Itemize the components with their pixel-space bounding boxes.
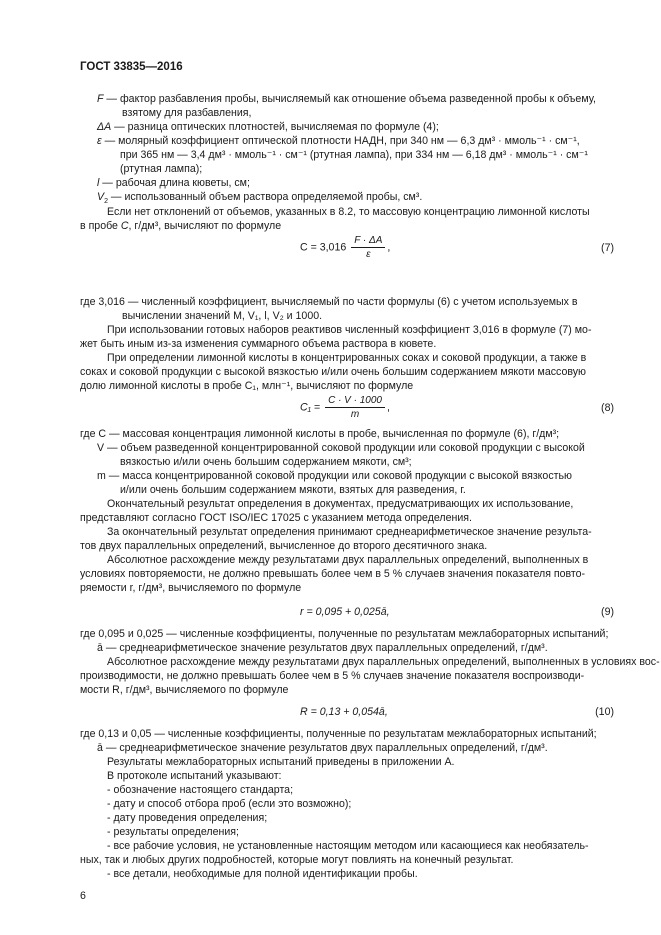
protocol-item: - результаты определения; — [107, 826, 239, 838]
def-F-cont: взятому для разбавления, — [122, 107, 252, 119]
where8-V-line2: вязкостью и/или очень большим содержанием мякоти, см³; — [120, 456, 412, 468]
def-F-text: — фактор разбавления пробы, вычисляемый как отношение объема разведенной пробы к объему, — [103, 93, 596, 105]
where8-m-line1: m — масса концентрированной соковой продукции или соковой продукции с высокой вязкостью — [97, 470, 572, 482]
para3-line1: При определении лимонной кислоты в концентрированных соках и соковой продукции, а также в — [107, 352, 587, 364]
para2-line1: При использовании готовых наборов реактивов численный коэффициент 3,016 в формуле (7) мо- — [107, 324, 592, 336]
eq7-numerator: F · ΔA — [351, 235, 385, 248]
where8-m-line2: и/или очень большим содержанием мякоти, взятых для разведения, г. — [120, 484, 466, 496]
eq7-fraction — [351, 235, 385, 260]
para6-line2: условиях повторяемости, не должно превышать более чем в 5 % случаев значения показателя повто- — [80, 568, 586, 580]
eq8-fraction — [325, 395, 385, 420]
eq8-numerator: C · V · 1000 — [325, 395, 385, 408]
para7-line3: мости R, г/дм³, вычисляемого по формуле — [80, 684, 289, 696]
document-header: ГОСТ 33835—2016 — [80, 61, 183, 73]
para4-line1: Окончательный результат определения в документах, предусматривающих их использование, — [107, 498, 574, 510]
para1-line2-a: в пробе — [80, 220, 121, 232]
where7-line1: где 3,016 — численный коэффициент, вычисляемый по части формулы (6) с учетом используемых в — [80, 296, 578, 308]
protocol-item-cont: ных, так и любых других подробностей, которые могут повлиять на конечный результат. — [80, 854, 514, 866]
where9-line1: где 0,095 и 0,025 — численные коэффициенты, полученные по результатам межлабораторных испытаний; — [80, 628, 609, 640]
eq7-label: (7) — [601, 242, 614, 254]
para3-line3: долю лимонной кислоты в пробе C₁, млн⁻¹, вычисляют по формуле — [80, 380, 414, 392]
eq8-denominator: m — [350, 409, 360, 420]
eq7-denominator: ε — [366, 249, 371, 260]
def-dA-text: — разница оптических плотностей, вычисляемая по формуле (4); — [111, 121, 439, 133]
eq8-tail: , — [387, 401, 390, 414]
protocol-item: - все рабочие условия, не установленные настоящим методом или касающиеся как необязатель- — [107, 840, 589, 852]
def-V2-text: — использованный объем раствора определяемой пробы, см³. — [107, 191, 423, 203]
def-eps-text: — молярный коэффициент оптической плотности НАДН, при 340 нм — 6,3 дм³ · ммоль⁻¹ · см⁻¹, — [101, 135, 580, 147]
def-F — [97, 92, 596, 106]
def-l — [97, 176, 250, 190]
para1-line2 — [80, 219, 281, 233]
symbol-V-sub: 2 — [104, 198, 108, 206]
where7-line2: вычислении значений M, V₁, l, V₂ и 1000. — [122, 310, 323, 322]
para4-line2: представляют согласно ГОСТ ISO/IEC 17025 с указанием метода определения. — [80, 512, 472, 524]
symbol-F: F — [97, 93, 104, 105]
equation-10: R = 0,13 + 0,054ā, — [300, 706, 388, 718]
def-eps-cont2: (ртутная лампа); — [120, 163, 203, 175]
para5-line2: тов двух параллельных определений, вычисленное до второго десятичного знака. — [80, 540, 488, 552]
def-eps-cont1: при 365 нм — 3,4 дм³ · ммоль⁻¹ · см⁻¹ (ртутная лампа), при 334 нм — 6,18 дм³ · ммоль⁻¹ · см⁻¹ — [120, 149, 588, 161]
para5-line1: За окончательный результат определения принимают среднеарифметическое значение результа- — [107, 526, 592, 538]
para1-line1: Если нет отклонений от объемов, указанных в 8.2, то массовую концентрацию лимонной кислоты — [107, 206, 590, 218]
para6-line1: Абсолютное расхождение между результатами двух параллельных определений, выполненных в — [107, 554, 589, 566]
def-dA — [97, 120, 439, 134]
para2-line2: жет быть иным из-за изменения суммарного объема раствора в кювете. — [80, 338, 437, 350]
protocol-item: - обозначение настоящего стандарта; — [107, 784, 294, 796]
eq7-tail: , — [387, 241, 391, 254]
where10-line2: ā — среднеарифметическое значение результатов двух параллельных определений, г/дм³. — [97, 742, 548, 754]
para8-line1: Результаты межлабораторных испытаний приведены в приложении А. — [107, 756, 455, 768]
equation-9: r = 0,095 + 0,025ā, — [300, 606, 390, 618]
where8-C: где C — массовая концентрация лимонной кислоты в пробе, вычисленная по формуле (6), г/дм³; — [80, 428, 560, 440]
para7-line2: производимости, не должно превышать более чем в 5 % случаев значение показателя воспроизводи- — [80, 670, 585, 682]
eq8-lhs: C₁ = — [300, 401, 321, 414]
page-number: 6 — [80, 890, 86, 902]
symbol-l: l — [97, 177, 100, 189]
protocol-item: - дату проведения определения; — [107, 812, 268, 824]
equation-7 — [300, 235, 390, 260]
symbol-dA: ΔA — [97, 121, 112, 133]
where8-V-line1: V — объем разведенной концентрированной соковой продукции или соковой продукции с высокой — [97, 442, 585, 454]
eq7-lhs: C = 3,016 — [300, 241, 347, 254]
para7-line1: Абсолютное расхождение между результатами двух параллельных определений, выполненных в условиях вос- — [107, 656, 660, 668]
def-V2 — [97, 190, 422, 204]
where10-line1: где 0,13 и 0,05 — численные коэффициенты, полученные по результатам межлабораторных испытаний; — [80, 728, 597, 740]
protocol-intro: В протоколе испытаний указывают: — [107, 770, 282, 782]
def-eps — [97, 134, 580, 148]
equation-8 — [300, 395, 390, 420]
eq9-label: (9) — [601, 606, 614, 618]
protocol-item: - все детали, необходимые для полной идентификации пробы. — [107, 868, 418, 880]
symbol-V: V — [97, 191, 105, 203]
eq10-label: (10) — [595, 706, 614, 718]
para3-line2: соках и соковой продукции с высокой вязкостью и/или очень большим содержанием мякоти массовую — [80, 366, 586, 378]
eq8-label: (8) — [601, 402, 614, 414]
where9-line2: ā — среднеарифметическое значение результатов двух параллельных определений, г/дм³. — [97, 642, 548, 654]
def-l-text: — рабочая длина кюветы, см; — [99, 177, 250, 189]
symbol-eps: ε — [97, 135, 102, 147]
para1-line2-C: C — [120, 220, 129, 232]
para6-line3: ряемости r, г/дм³, вычисляемого по формуле — [80, 582, 302, 594]
para1-line2-b: , г/дм³, вычисляют по формуле — [128, 220, 282, 232]
protocol-item: - дату и способ отбора проб (если это возможно); — [107, 798, 352, 810]
